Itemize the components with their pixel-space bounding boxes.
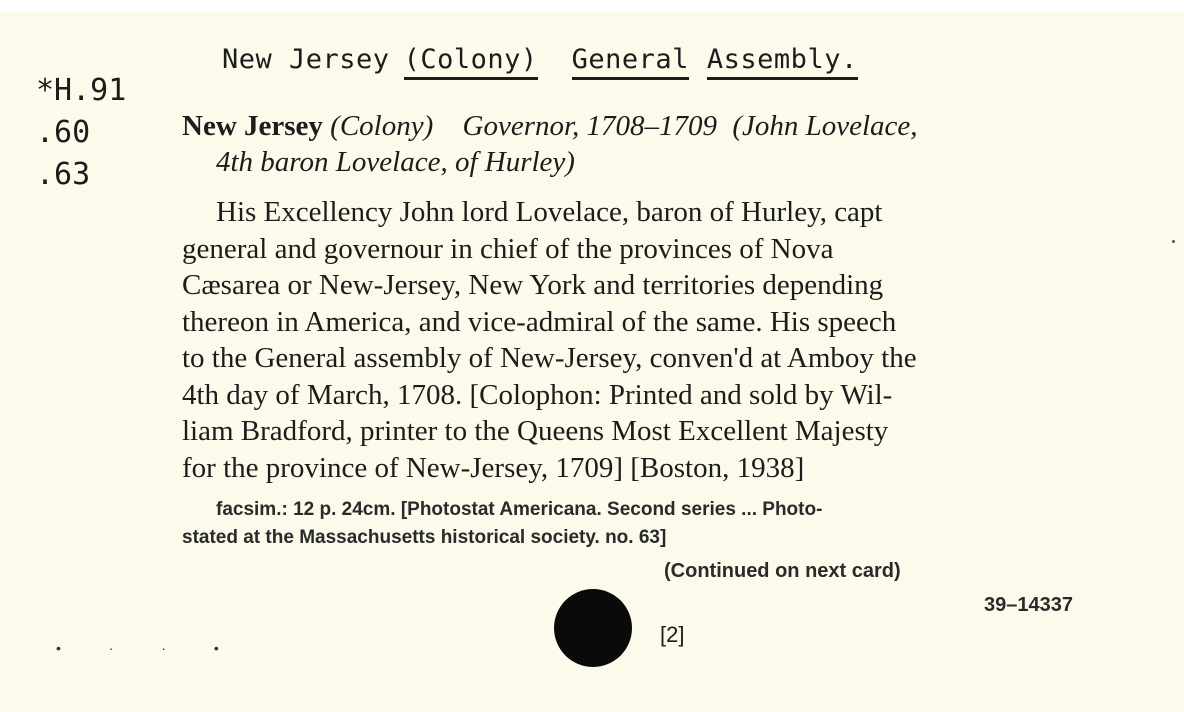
call-number-1: *H.91 xyxy=(36,73,127,108)
collation-line: facsim.: 12 p. 24cm. [Photostat Americana. Second series ... Photo- xyxy=(216,499,823,520)
entry-colony: (Colony) xyxy=(330,110,434,142)
edge-speck xyxy=(1172,240,1175,243)
main-entry xyxy=(182,108,1142,180)
entry-governor: Governor, 1708–1709 xyxy=(462,110,718,142)
heading-part-1: New Jersey xyxy=(222,44,390,75)
punch-hole xyxy=(554,589,632,667)
collation-note xyxy=(182,496,1142,552)
heading-part-4: Assembly. xyxy=(707,44,858,80)
call-numbers xyxy=(36,70,126,196)
entry-person-line-1: (John Lovelace, xyxy=(732,110,918,142)
body-line: 4th day of March, 1708. [Colophon: Printed and sold by Wil- xyxy=(182,378,893,411)
body-line: liam Bradford, printer to the Queens Most Excellent Majesty xyxy=(182,415,889,447)
call-number-3: .63 xyxy=(36,157,91,192)
body-line: His Excellency John lord Lovelace, baron of Hurley, capt xyxy=(216,196,883,228)
call-number-2: .60 xyxy=(36,115,91,150)
title-statement xyxy=(182,194,1144,486)
continued-note: (Continued on next card) xyxy=(664,560,901,582)
entry-name: New Jersey xyxy=(182,110,323,142)
entry-person-line-2: 4th baron Lovelace, of Hurley) xyxy=(216,146,575,178)
collation-line: stated at the Massachusetts historical society. no. 63] xyxy=(182,527,667,548)
body-line: thereon in America, and vice-admiral of the same. His speech xyxy=(182,305,897,338)
margin-marks: • · · • xyxy=(56,640,241,656)
body-line: for the province of New-Jersey, 1709] [Boston, 1938] xyxy=(182,451,805,484)
heading-part-2: (Colony) xyxy=(404,44,538,80)
card-sequence: [2] xyxy=(660,622,685,647)
heading-part-3: General xyxy=(572,44,689,80)
body-line: Cæsarea or New-Jersey, New York and territories depending xyxy=(182,269,884,301)
subject-heading xyxy=(222,44,858,80)
body-line: to the General assembly of New-Jersey, conven'd at Amboy the xyxy=(182,342,917,374)
card-number: 39–14337 xyxy=(984,594,1073,616)
body-line: general and governour in chief of the provinces of Nova xyxy=(182,232,834,265)
